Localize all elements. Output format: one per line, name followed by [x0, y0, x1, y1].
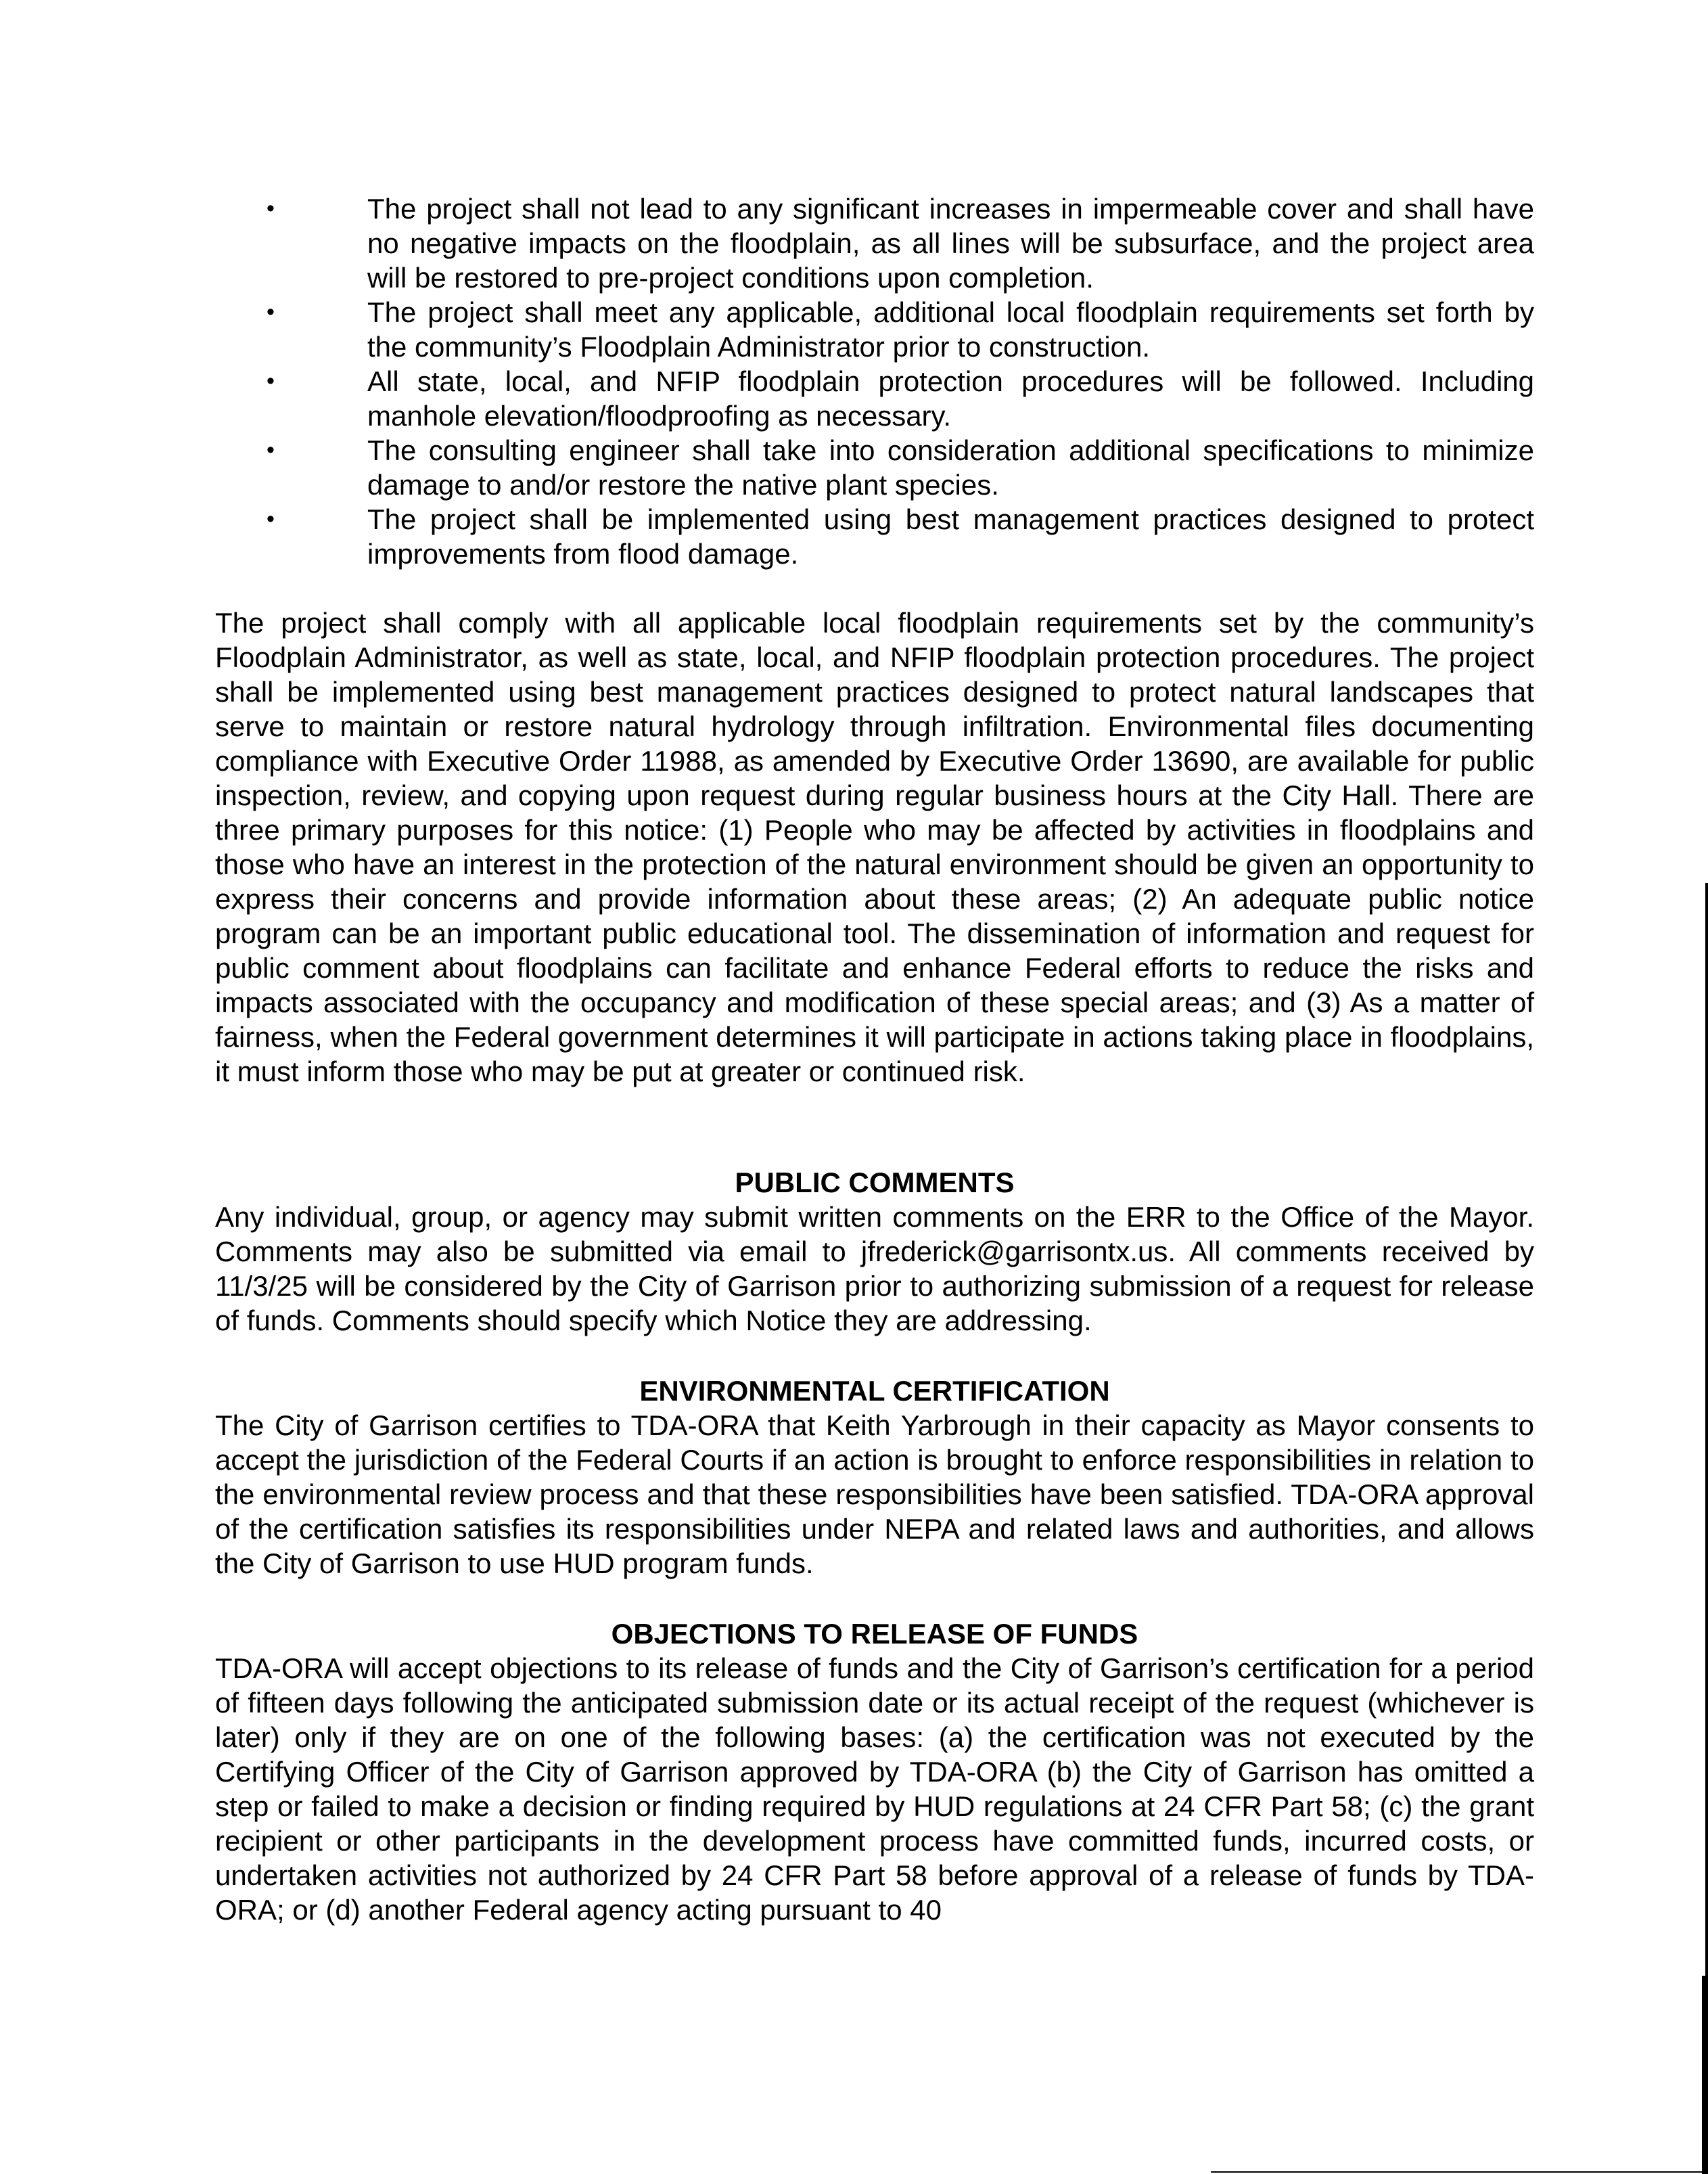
bullet-dot-icon: • — [267, 437, 275, 463]
list-item — [215, 295, 1534, 364]
bullet-dot-icon: • — [267, 299, 275, 325]
bullet-dot-icon: • — [267, 368, 275, 394]
scan-edge-right-lower — [1702, 1976, 1708, 2174]
email-link[interactable]: jfrederick@garrisontx.us — [860, 1236, 1168, 1267]
bullet-dot-icon: • — [267, 196, 275, 221]
environmental-certification-heading: ENVIRONMENTAL CERTIFICATION — [639, 1375, 1110, 1407]
list-item — [215, 433, 1534, 502]
scan-edge-bottom — [1211, 2171, 1708, 2173]
public-comments-text-after: . All comments received by 11/3/25 will be considered by the City of Garrison prior to authorizing submission of a request for release of funds. Comments should specify which Notice they are addressing. — [215, 1236, 1534, 1336]
environmental-certification-paragraph: The City of Garrison certifies to TDA-ORA that Keith Yarbrough in their capacity as Mayor consents to accept the jurisdiction of the Federal Courts if an action is brought to enforce responsibilities in relation to the environmental review process and that these responsibilities have been satisfied. TDA-ORA approval of the certification satisfies its responsibilities under NEPA and related laws and authorities, and allows the City of Garrison to use HUD program funds. — [215, 1409, 1534, 1579]
public-comments-paragraph — [215, 1200, 1534, 1338]
floodplain-conditions-list — [215, 191, 1534, 571]
list-item-text: The project shall meet any applicable, additional local floodplain requirements set forth by the community’s Floodplain Administrator prior to construction. — [367, 296, 1534, 363]
public-comments-heading: PUBLIC COMMENTS — [735, 1167, 1015, 1198]
list-item — [215, 191, 1534, 295]
bullet-dot-icon: • — [267, 506, 275, 532]
list-item-text: All state, local, and NFIP floodplain protection procedures will be followed. Including manhole elevation/floodproofing as necessary. — [367, 365, 1534, 432]
list-item-text: The project shall not lead to any significant increases in impermeable cover and shall have no negative impacts on the floodplain, as all lines will be subsurface, and the project area will be restored to pre-project conditions upon completion. — [367, 193, 1534, 294]
public-comments-text-before: Any individual, group, or agency may submit written comments on the ERR to the Office of the Mayor. Comments may also be submitted via email to — [215, 1201, 1534, 1267]
floodplain-compliance-paragraph: The project shall comply with all applicable local floodplain requirements set by the community’s Floodplain Administrator, as well as state, local, and NFIP floodplain protection procedures. The project shall be implemented using best management practices designed to protect natural landscapes that serve to maintain or restore natural hydrology through infiltration. Environmental files documenting compliance with Executive Order 11988, as amended by Executive Order 13690, are available for public inspection, review, and copying upon request during regular business hours at the City Hall. There are three primary purposes for this notice: (1) People who may be affected by activities in floodplains and those who have an interest in the protection of the natural environment should be given an opportunity to express their concerns and provide information about these areas; (2) An adequate public notice program can be an important public educational tool. The dissemination of information and request for public comment about floodplains can facilitate and enhance Federal efforts to reduce the risks and impacts associated with the occupancy and modification of these special areas; and (3) As a matter of fairness, when the Federal government determines it will participate in actions taking place in floodplains, it must inform those who may be put at greater or continued risk. — [215, 607, 1534, 1087]
document-body — [215, 191, 1534, 1927]
list-item-text: The project shall be implemented using best management practices designed to protect improvements from flood damage. — [367, 503, 1534, 570]
objections-heading: OBJECTIONS TO RELEASE OF FUNDS — [611, 1618, 1138, 1650]
list-item-text: The consulting engineer shall take into consideration additional specifications to minimize damage to and/or restore the native plant species. — [367, 434, 1534, 501]
objections-paragraph: TDA-ORA will accept objections to its release of funds and the City of Garrison’s certification for a period of fifteen days following the anticipated submission date or its actual receipt of the request (whichever is later) only if they are on one of the following bases: (a) the certification was not executed by the Certifying Officer of the City of Garrison approved by TDA-ORA (b) the City of Garrison has omitted a step or failed to make a decision or finding required by HUD regulations at 24 CFR Part 58; (c) the grant recipient or other participants in the development process have committed funds, incurred costs, or undertaken activities not authorized by 24 CFR Part 58 before approval of a release of funds by TDA-ORA; or (d) another Federal agency acting pursuant to 40 — [215, 1652, 1534, 1926]
list-item — [215, 364, 1534, 433]
list-item — [215, 502, 1534, 571]
